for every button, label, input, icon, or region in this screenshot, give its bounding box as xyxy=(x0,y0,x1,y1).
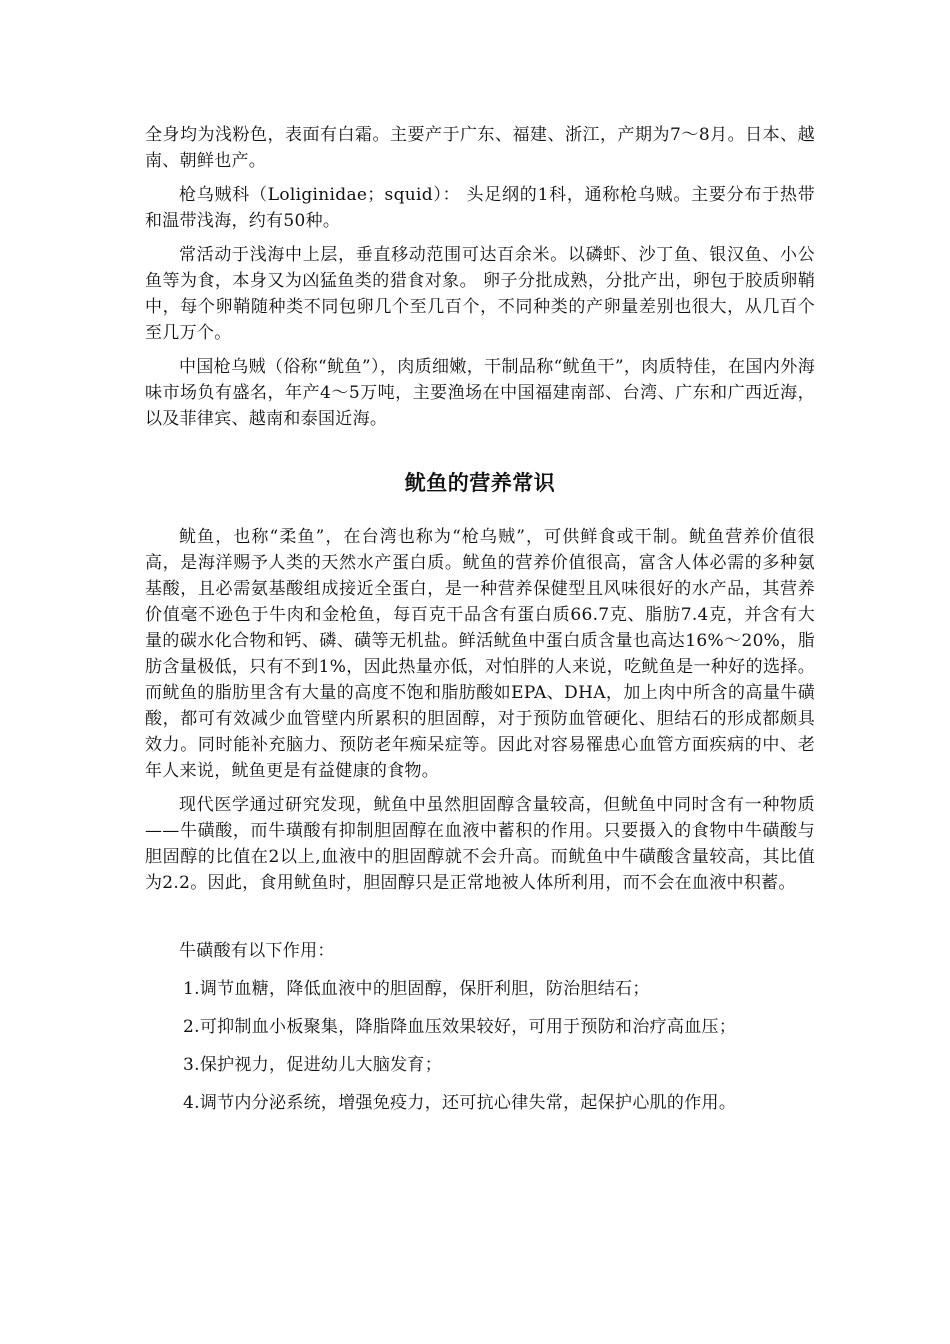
list-item: 3.保护视力，促进幼儿大脑发育； xyxy=(183,1055,443,1075)
paragraph-appearance: 全身均为浅粉色，表面有白霜。主要产于广东、福建、浙江，产期为7～8月。日本、越南、朝鲜也产。 xyxy=(145,125,815,171)
list-item: 2.可抑制血小板聚集，降脂降血压效果较好，可用于预防和治疗高血压； xyxy=(183,1017,737,1037)
paragraph-taurine-research: 现代医学通过研究发现，鱿鱼中虽然胆固醇含量较高，但鱿鱼中同时含有一种物质——牛磺酸，而牛璜酸有抑制胆固醇在血液中蓄积的作用。只要摄入的食物中牛磺酸与胆固醇的比值在2以上,血液中的胆固醇就不会升高。而鱿鱼中牛磺酸含量较高，其比值为2.2。因此，食用鱿鱼时，胆固醇只是正常地被人体所利用，而不会在血液中积蓄。 xyxy=(145,795,815,893)
paragraph-habits: 常活动于浅海中上层，垂直移动范围可达百余米。以磷虾、沙丁鱼、银汉鱼、小公鱼等为食，本身又为凶猛鱼类的猎食对象。 卵子分批成熟，分批产出，卵包于胶质卵鞘中，每个卵鞘随种类不同包卵几个至几百个，不同种类的产卵量差别也很大，从几百个至几万个。 xyxy=(145,245,815,343)
list-intro: 牛磺酸有以下作用： xyxy=(179,941,335,961)
list-item: 4.调节内分泌系统，增强免疫力，还可抗心律失常，起保护心肌的作用。 xyxy=(183,1093,737,1113)
paragraph-chinese-squid: 中国枪乌贼（俗称“鱿鱼”），肉质细嫩，干制品称“鱿鱼干”，肉质特佳，在国内外海味市场负有盛名，年产4～5万吨，主要渔场在中国福建南部、台湾、广东和广西近海，以及菲律宾、越南和泰国近海。 xyxy=(145,357,815,429)
taurine-effects-list xyxy=(145,976,815,1116)
section-title: 鱿鱼的营养常识 xyxy=(404,471,556,495)
paragraph-nutrition: 鱿鱼，也称“柔鱼”，在台湾也称为“枪乌贼”，可供鲜食或干制。鱿鱼营养价值很高，是海洋赐予人类的天然水产蛋白质。鱿鱼的营养价值很高，富含人体必需的多种氨基酸，且必需氨基酸组成接近全蛋白，是一种营养保健型且风味很好的水产品，其营养价值毫不逊色于牛肉和金枪鱼，每百克干品含有蛋白质66.7克、脂肪7.4克，并含有大量的碳水化合物和钙、磷、磺等无机盐。鲜活鱿鱼中蛋白质含量也高达16%～20%，脂肪含量极低，只有不到1%，因此热量亦低，对怕胖的人来说，吃鱿鱼是一种好的选择。而鱿鱼的脂肪里含有大量的高度不饱和脂肪酸如EPA、DHA，加上肉中所含的高量牛磺酸，都可有效减少血管壁内所累积的胆固醇，对于预防血管硬化、胆结石的形成都颇具效力。同时能补充脑力、预防老年痴呆症等。因此对容易罹患心血管方面疾病的中、老年人来说，鱿鱼更是有益健康的食物。 xyxy=(145,527,815,781)
list-item: 1.调节血糖，降低血液中的胆固醇，保肝利胆，防治胆结石； xyxy=(183,979,650,999)
spacer xyxy=(145,904,815,938)
paragraph-loliginidae: 枪乌贼科（Loliginidae；squid）： 头足纲的1科，通称枪乌贼。主要分布于热带和温带浅海，约有50种。 xyxy=(145,185,815,231)
page-content xyxy=(145,122,815,1128)
